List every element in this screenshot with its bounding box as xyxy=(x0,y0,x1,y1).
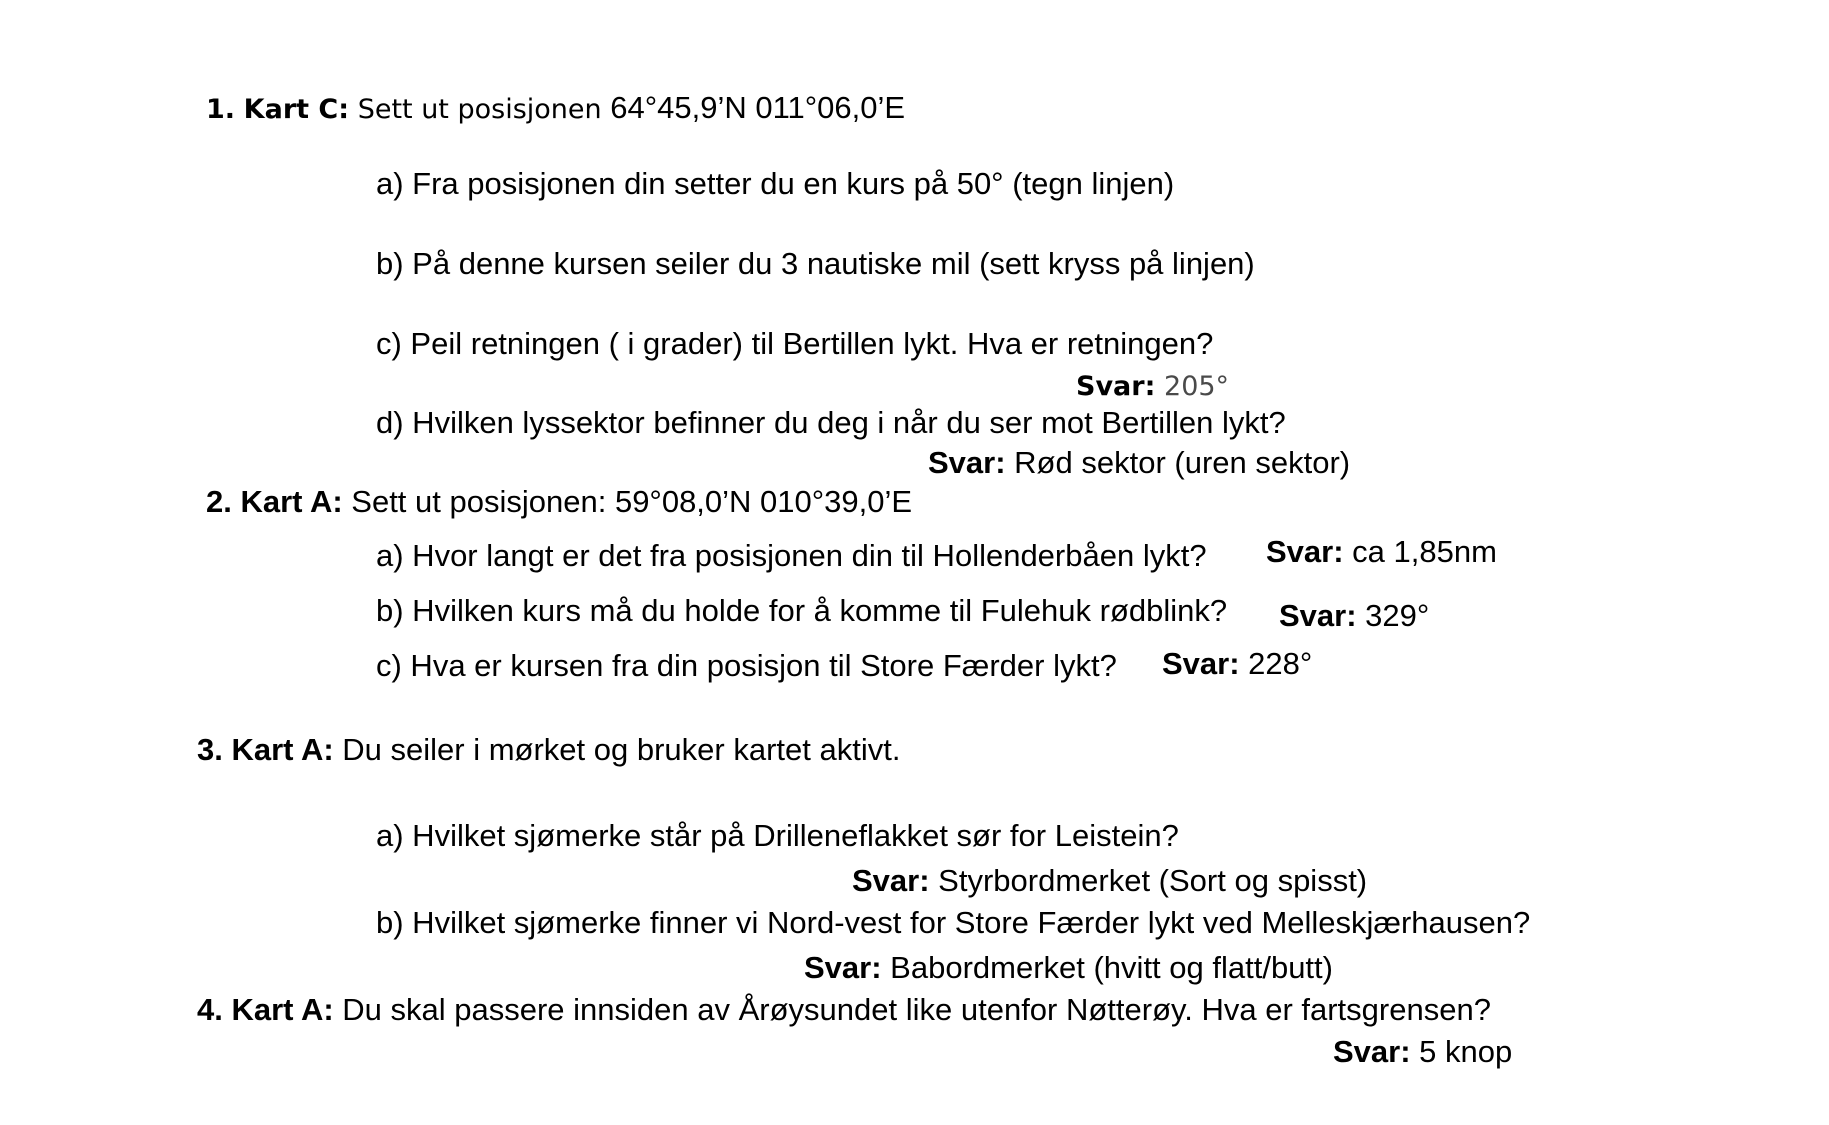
q2-b-text: b) Hvilken kurs må du holde for å komme til Fulehuk rødblink? xyxy=(376,593,1228,628)
q1-c-answer xyxy=(1076,367,1229,405)
q2-c-answer-value: 228° xyxy=(1248,646,1313,681)
q3-heading xyxy=(197,732,900,768)
q2-c-text: c) Hva er kursen fra din posisjon til Store Færder lykt? xyxy=(376,648,1117,683)
q1-c-answer-label: Svar: xyxy=(1076,371,1156,402)
q1-heading xyxy=(206,90,905,128)
q1-c-answer-value: 205° xyxy=(1164,371,1230,402)
q1-chart-label: Kart C: xyxy=(243,94,350,125)
q3-a-text: a) Hvilket sjømerke står på Drilleneflakket sør for Leistein? xyxy=(376,818,1179,853)
q4-answer-value: 5 knop xyxy=(1419,1034,1513,1069)
q4-answer-label: Svar: xyxy=(1333,1034,1411,1069)
q2-b-answer-value: 329° xyxy=(1365,598,1430,633)
q3-a-answer xyxy=(852,863,1367,899)
q1-position: 64°45,9’N 011°06,0’E xyxy=(610,90,906,125)
q3-a-answer-value: Styrbordmerket (Sort og spisst) xyxy=(938,863,1368,898)
q2-a-text: a) Hvor langt er det fra posisjonen din til Hollenderbåen lykt? xyxy=(376,538,1207,573)
q1-b-text: b) På denne kursen seiler du 3 nautiske mil (sett kryss på linjen) xyxy=(376,246,1255,281)
q1-d-answer-label: Svar: xyxy=(928,445,1006,480)
q3-label: 3. Kart A: xyxy=(197,732,334,767)
q1-d-answer-value: Rød sektor (uren sektor) xyxy=(1014,445,1351,480)
q1-number: 1. xyxy=(206,94,236,125)
q3-b-answer-value: Babordmerket (hvitt og flatt/butt) xyxy=(890,950,1333,985)
q3-intro: Du seiler i mørket og bruker kartet aktivt. xyxy=(342,732,901,767)
q4-heading xyxy=(197,992,1491,1028)
q3-b-answer xyxy=(804,950,1333,986)
q2-label: 2. Kart A: xyxy=(206,484,343,519)
q2-c-answer xyxy=(1162,646,1312,682)
q1-c-text: c) Peil retningen ( i grader) til Bertillen lykt. Hva er retningen? xyxy=(376,326,1214,361)
q2-a-answer-value: ca 1,85nm xyxy=(1352,534,1497,569)
q3-b-answer-label: Svar: xyxy=(804,950,882,985)
q3-b-text: b) Hvilket sjømerke finner vi Nord-vest for Store Færder lykt ved Melleskjærhausen? xyxy=(376,905,1531,940)
q2-a-answer-label: Svar: xyxy=(1266,534,1344,569)
q2-b-answer-label: Svar: xyxy=(1279,598,1357,633)
q2-a-answer xyxy=(1266,534,1497,570)
q2-c-answer-label: Svar: xyxy=(1162,646,1240,681)
q1-intro: Sett ut posisjonen xyxy=(357,94,602,125)
q4-answer xyxy=(1333,1034,1512,1070)
q2-b-answer xyxy=(1279,598,1429,634)
q4-label: 4. Kart A: xyxy=(197,992,334,1027)
q4-intro: Du skal passere innsiden av Årøysundet like utenfor Nøtterøy. Hva er fartsgrensen? xyxy=(342,992,1491,1027)
q1-a-text: a) Fra posisjonen din setter du en kurs på 50° (tegn linjen) xyxy=(376,166,1175,201)
q3-a-answer-label: Svar: xyxy=(852,863,930,898)
q2-intro: Sett ut posisjonen: 59°08,0’N 010°39,0’E xyxy=(351,484,913,519)
q1-d-answer xyxy=(928,445,1350,481)
q2-heading xyxy=(206,484,912,520)
q1-d-text: d) Hvilken lyssektor befinner du deg i når du ser mot Bertillen lykt? xyxy=(376,405,1286,440)
